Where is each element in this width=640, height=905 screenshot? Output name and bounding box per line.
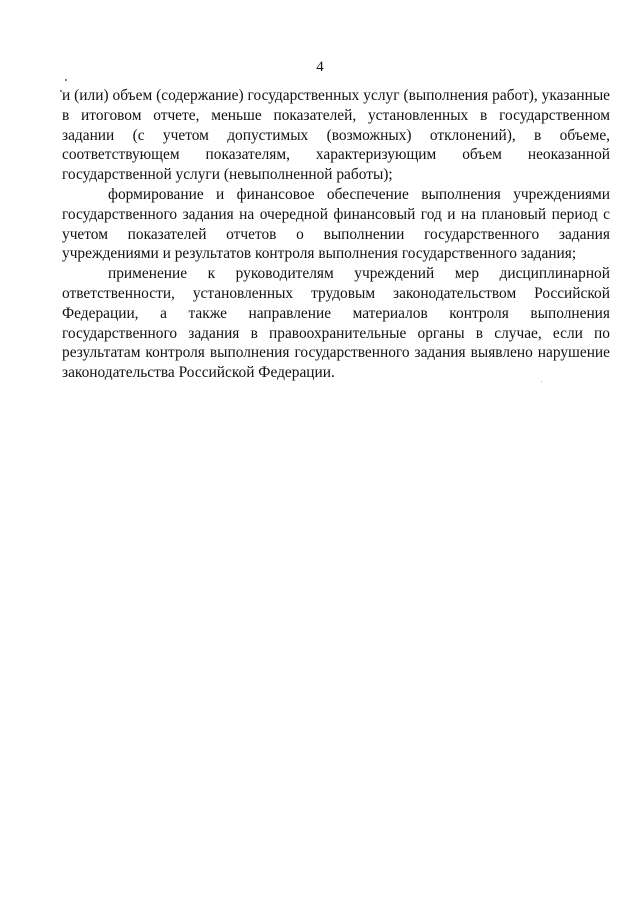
paragraph-continuation: и (или) объем (содержание) государственных услуг (выполнения работ), указанные в итоговом отчете, меньше показателей, установленных в государственном задании (с учетом допустимых (возможных) отклонений), в объеме, соответствующем показателям, характеризующим объем неоказанной государственной услуги (невыполненной работы); xyxy=(62,87,610,184)
paragraph-formation-financing: формирование и финансовое обеспечение выполнения учреждениями государственного задания на очередной финансовый год и на плановый период с учетом показателей отчетов о выполнении государственного задания учреждениями и результатов контроля выполнения государственного задания; xyxy=(62,185,610,263)
page-number: 4 xyxy=(316,59,324,75)
document-body xyxy=(62,86,610,383)
scan-speck xyxy=(65,79,67,81)
paragraph-disciplinary-measures: применение к руководителям учреждений мер дисциплинарной ответственности, установленных трудовым законодательством Российской Федерации, а также направление материалов контроля выполнения государственного задания в правоохранительные органы в случае, если по результатам контроля выполнения государственного задания выявлено нарушение законодательства Российской Федерации. xyxy=(62,265,610,382)
